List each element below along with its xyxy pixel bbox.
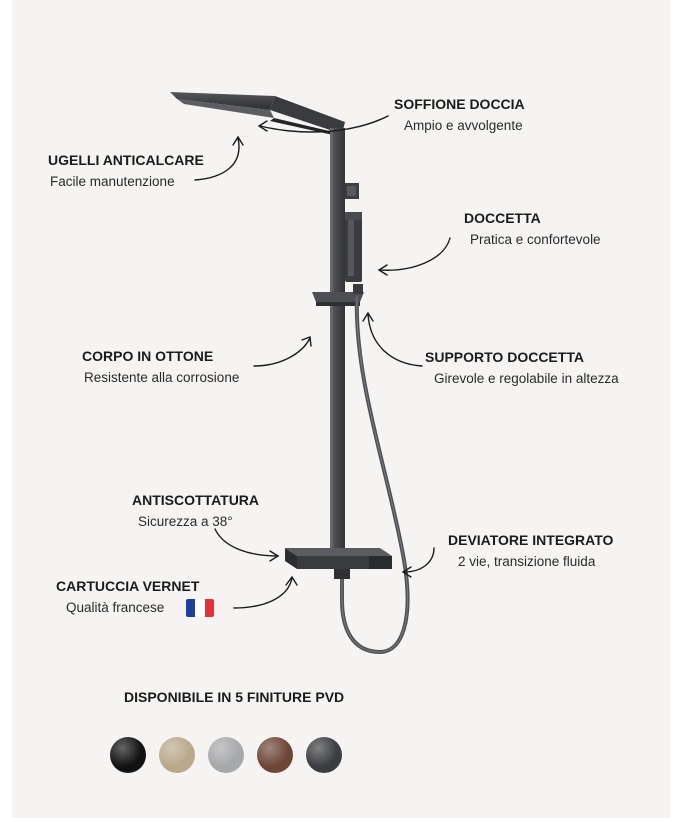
feature-subtitle: Sicurezza a 38° [138,514,233,529]
shower-hose [342,296,408,652]
feature-title: ANTISCOTTATURA [132,492,260,508]
feature-subtitle: Pratica e confortevole [470,232,601,247]
feature-supporto-doccetta [425,349,619,386]
product-panel [12,0,670,818]
feature-title: DEVIATORE INTEGRATO [448,532,614,548]
brass-column [330,128,345,548]
feature-title: CORPO IN OTTONE [82,348,214,364]
feature-corpo-in-ottone [82,348,239,385]
feature-title: SOFFIONE DOCCIA [394,96,525,112]
feature-subtitle: Ampio e avvolgente [404,118,523,133]
feature-subtitle: Girevole e regolabile in altezza [434,371,619,386]
finishes-heading: DISPONIBILE IN 5 FINITURE PVD [124,689,345,705]
feature-soffione-doccia [394,96,525,133]
hand-shower [345,212,362,282]
feature-subtitle: Qualità francese [66,600,165,615]
overhead-shower-head [170,92,345,137]
feature-title: SUPPORTO DOCCETTA [425,349,584,365]
chrome-finish-swatch[interactable] [208,737,244,773]
feature-ugelli-anticalcare [48,152,204,189]
feature-title: UGELLI ANTICALCARE [48,152,204,168]
gold-finish-swatch[interactable] [159,737,195,773]
feature-deviatore-integrato [448,532,613,569]
feature-cartuccia-vernet [56,578,199,615]
feature-antiscottatura [132,492,259,529]
feature-doccetta [464,210,601,247]
feature-title: DOCCETTA [464,210,541,226]
french-flag-icon [186,599,214,617]
feature-subtitle: Facile manutenzione [50,174,175,189]
gunmetal-finish-swatch[interactable] [306,737,342,773]
feature-title: CARTUCCIA VERNET [56,578,200,594]
black-finish-swatch[interactable] [110,737,146,773]
thermostatic-mixer [285,548,392,579]
feature-subtitle: 2 vie, transizione fluida [458,554,596,569]
feature-subtitle: Resistente alla corrosione [84,370,240,385]
copper-finish-swatch[interactable] [257,737,293,773]
